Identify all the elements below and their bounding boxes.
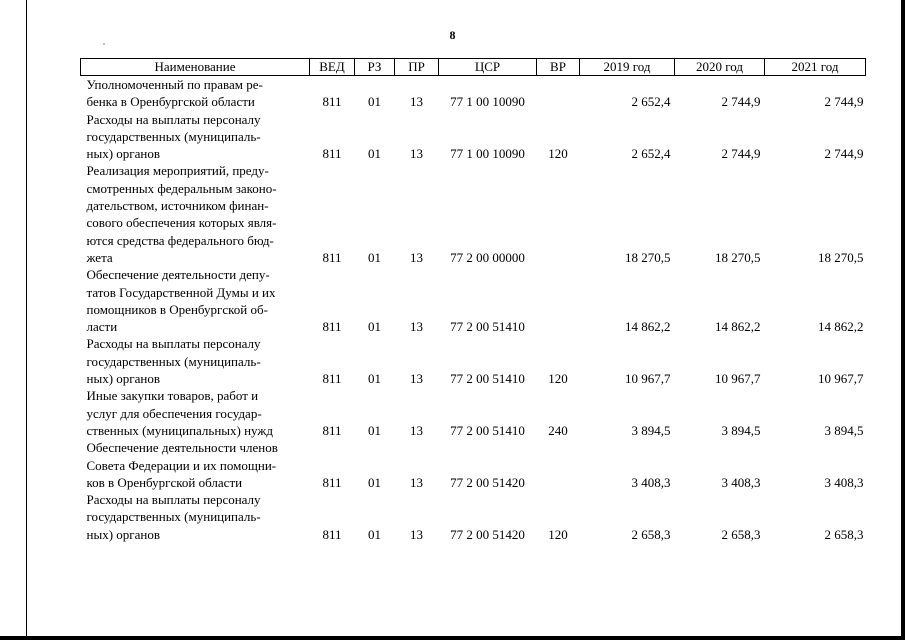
name-line: ных) органов xyxy=(86,526,160,542)
table-row xyxy=(81,491,866,543)
table-row xyxy=(81,162,866,266)
vr-cell: 120 xyxy=(548,526,568,542)
table-row xyxy=(81,335,866,387)
name-line: ков в Оренбургской области xyxy=(86,474,243,490)
csr-cell: 77 2 00 00000 xyxy=(450,249,525,265)
rz-cell: 01 xyxy=(368,526,381,542)
name-line: Расходы на выплаты персоналу xyxy=(86,492,261,508)
rz-cell: 01 xyxy=(368,319,381,335)
name-cell xyxy=(81,111,310,163)
name-line: услуг для обеспечения государ- xyxy=(86,405,262,421)
vr-cell: 120 xyxy=(548,371,568,387)
header-rz: РЗ xyxy=(355,59,395,76)
budget-table xyxy=(80,58,866,543)
name-line: бенка в Оренбургской области xyxy=(86,94,255,110)
ved-cell: 811 xyxy=(322,422,342,438)
scan-speck xyxy=(103,43,105,45)
header-row xyxy=(81,59,866,76)
amount-2020-cell: 18 270,5 xyxy=(715,249,761,265)
header-csr: ЦСР xyxy=(439,59,537,76)
rz-cell: 01 xyxy=(368,94,381,110)
name-line: Расходы на выплаты персоналу xyxy=(86,111,261,127)
pr-cell: 13 xyxy=(410,422,423,438)
pr-cell: 13 xyxy=(410,474,423,490)
header-vr: ВР xyxy=(537,59,580,76)
scan-left-border xyxy=(26,0,27,640)
header-2021: 2021 год xyxy=(765,59,866,76)
amount-2020-cell: 2 744,9 xyxy=(721,146,761,162)
name-cell xyxy=(81,266,310,335)
header-name: Наименование xyxy=(81,59,310,76)
rz-cell: 01 xyxy=(368,474,381,490)
table-row xyxy=(81,111,866,163)
csr-cell: 77 2 00 51410 xyxy=(450,422,525,438)
pr-cell: 13 xyxy=(410,249,423,265)
vr-cell xyxy=(537,439,580,491)
name-line: Совета Федерации и их помощни- xyxy=(86,457,277,473)
amount-2019-cell: 3 894,5 xyxy=(631,422,671,438)
name-line: ются средства федерального бюд- xyxy=(86,232,274,248)
csr-cell: 77 2 00 51410 xyxy=(450,371,525,387)
amount-2021-cell: 2 744,9 xyxy=(824,146,864,162)
name-line: Реализация мероприятий, преду- xyxy=(86,163,269,179)
amount-2021-cell: 14 862,2 xyxy=(818,319,864,335)
pr-cell: 13 xyxy=(410,146,423,162)
amount-2020-cell: 10 967,7 xyxy=(715,371,761,387)
name-line: ственных (муниципальных) нужд xyxy=(86,422,273,438)
vr-cell xyxy=(537,162,580,266)
ved-cell: 811 xyxy=(322,371,342,387)
name-line: государственных (муниципаль- xyxy=(86,128,261,144)
ved-cell: 811 xyxy=(322,94,342,110)
name-line: Уполномоченный по правам ре- xyxy=(86,77,263,92)
amount-2021-cell: 3 894,5 xyxy=(824,422,864,438)
rz-cell: 01 xyxy=(368,146,381,162)
name-line: Обеспечение деятельности членов xyxy=(86,440,278,456)
name-line: ласти xyxy=(86,319,118,335)
name-line: государственных (муниципаль- xyxy=(86,509,261,525)
csr-cell: 77 1 00 10090 xyxy=(450,94,525,110)
name-line: татов Государственной Думы и их xyxy=(86,284,276,300)
csr-cell: 77 1 00 10090 xyxy=(450,146,525,162)
csr-cell: 77 2 00 51420 xyxy=(450,474,525,490)
table-row xyxy=(81,439,866,491)
name-line: Расходы на выплаты персоналу xyxy=(86,336,261,352)
pr-cell: 13 xyxy=(410,94,423,110)
ved-cell: 811 xyxy=(322,146,342,162)
amount-2019-cell: 2 652,4 xyxy=(631,146,671,162)
pr-cell: 13 xyxy=(410,371,423,387)
name-cell xyxy=(81,439,310,491)
name-cell xyxy=(81,162,310,266)
amount-2020-cell: 14 862,2 xyxy=(715,319,761,335)
vr-cell xyxy=(537,266,580,335)
csr-cell: 77 2 00 51410 xyxy=(450,319,525,335)
name-line: сового обеспечения которых явля- xyxy=(86,215,277,231)
table-body xyxy=(81,76,866,544)
table-header xyxy=(81,59,866,76)
table-row xyxy=(81,266,866,335)
ved-cell: 811 xyxy=(322,319,342,335)
amount-2021-cell: 3 408,3 xyxy=(824,474,864,490)
name-cell xyxy=(81,76,310,111)
ved-cell: 811 xyxy=(322,526,342,542)
name-line: ных) органов xyxy=(86,371,160,387)
rz-cell: 01 xyxy=(368,249,381,265)
name-cell xyxy=(81,491,310,543)
amount-2019-cell: 2 658,3 xyxy=(631,526,671,542)
table-row xyxy=(81,387,866,439)
table-row xyxy=(81,76,866,111)
vr-cell xyxy=(537,76,580,111)
rz-cell: 01 xyxy=(368,371,381,387)
page-number: 8 xyxy=(449,28,456,42)
header-2019: 2019 год xyxy=(580,59,675,76)
rz-cell: 01 xyxy=(368,422,381,438)
amount-2021-cell: 2 744,9 xyxy=(824,94,864,110)
header-pr: ПР xyxy=(395,59,439,76)
name-line: Иные закупки товаров, работ и xyxy=(86,388,259,404)
vr-cell: 120 xyxy=(548,146,568,162)
amount-2019-cell: 18 270,5 xyxy=(625,249,671,265)
amount-2020-cell: 2 658,3 xyxy=(721,526,761,542)
name-line: государственных (муниципаль- xyxy=(86,353,261,369)
amount-2021-cell: 2 658,3 xyxy=(824,526,864,542)
pr-cell: 13 xyxy=(410,319,423,335)
name-line: жета xyxy=(86,249,113,265)
name-cell xyxy=(81,387,310,439)
amount-2020-cell: 2 744,9 xyxy=(721,94,761,110)
header-2020: 2020 год xyxy=(675,59,765,76)
name-cell xyxy=(81,335,310,387)
amount-2020-cell: 3 408,3 xyxy=(721,474,761,490)
amount-2019-cell: 14 862,2 xyxy=(625,319,671,335)
ved-cell: 811 xyxy=(322,249,342,265)
name-line: дательством, источником финан- xyxy=(86,198,269,214)
amount-2021-cell: 10 967,7 xyxy=(818,371,864,387)
name-line: смотренных федеральным законо- xyxy=(86,180,277,196)
header-ved: ВЕД xyxy=(310,59,355,76)
vr-cell: 240 xyxy=(548,422,568,438)
amount-2021-cell: 18 270,5 xyxy=(818,249,864,265)
amount-2019-cell: 3 408,3 xyxy=(631,474,671,490)
name-line: Обеспечение деятельности депу- xyxy=(86,267,270,283)
pr-cell: 13 xyxy=(410,526,423,542)
scan-right-border xyxy=(901,0,905,640)
name-line: помощников в Оренбургской об- xyxy=(86,301,268,317)
name-line: ных) органов xyxy=(86,146,160,162)
amount-2020-cell: 3 894,5 xyxy=(721,422,761,438)
amount-2019-cell: 2 652,4 xyxy=(631,94,671,110)
ved-cell: 811 xyxy=(322,474,342,490)
scan-bottom-border xyxy=(0,636,905,640)
csr-cell: 77 2 00 51420 xyxy=(450,526,525,542)
amount-2019-cell: 10 967,7 xyxy=(625,371,671,387)
